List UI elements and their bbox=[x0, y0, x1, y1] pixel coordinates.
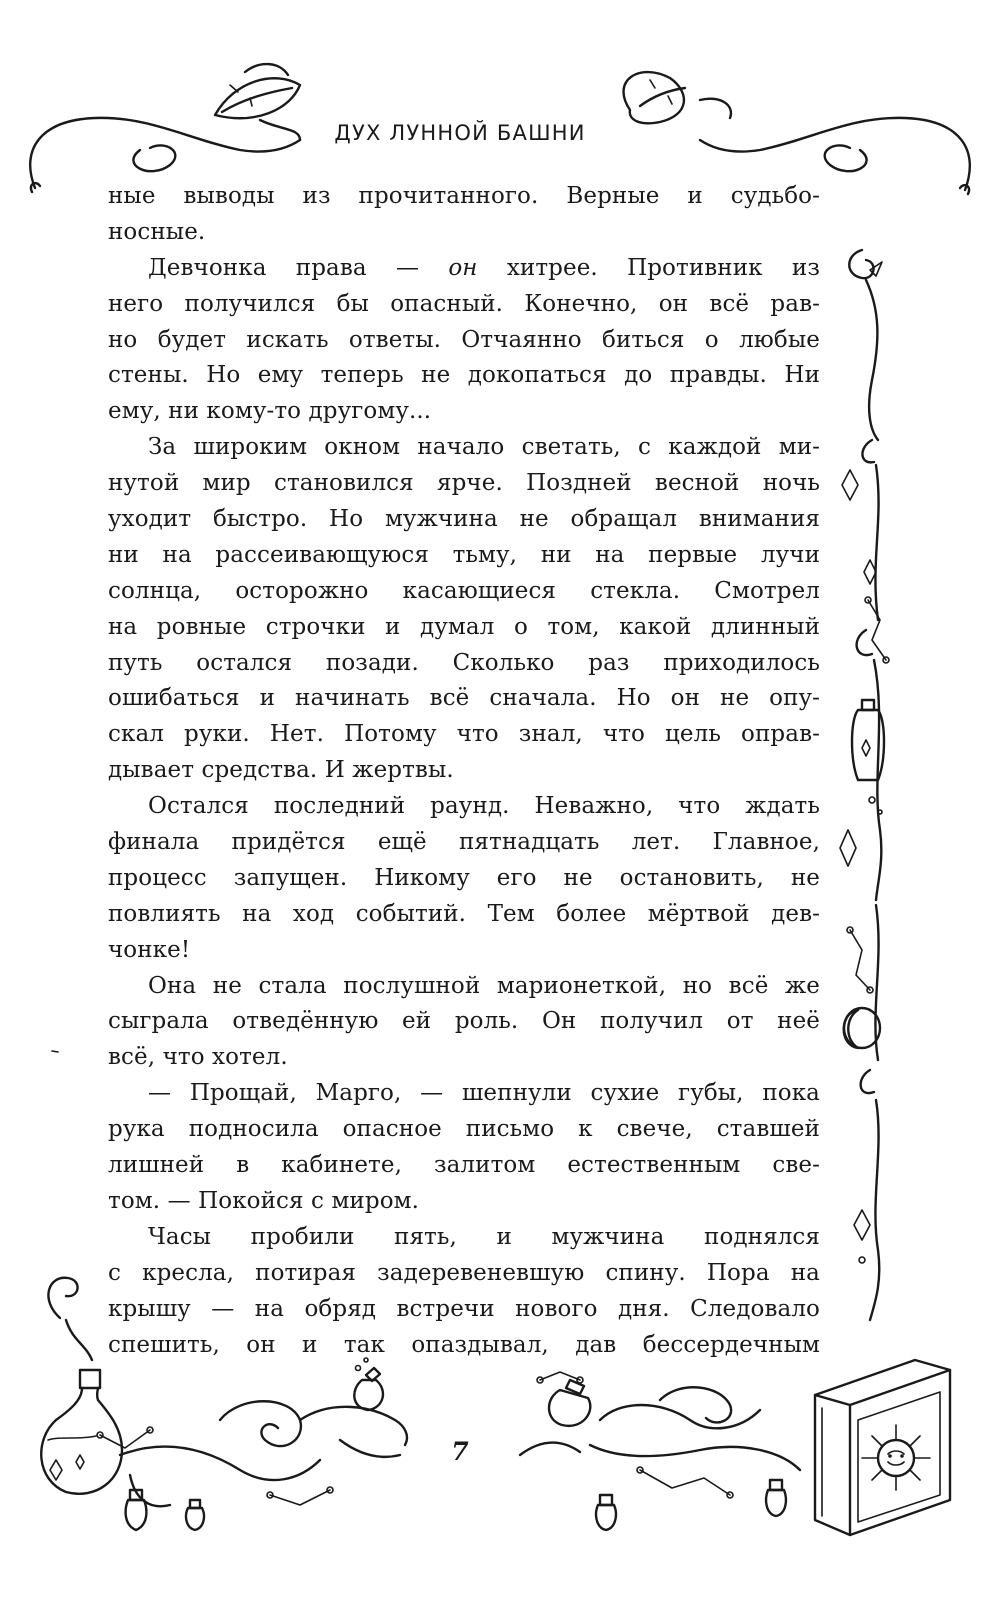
paragraph bbox=[108, 1220, 820, 1364]
paragraph bbox=[108, 789, 820, 968]
text-line: ные выводы из прочитанного. Верные и судьбо- bbox=[108, 183, 820, 209]
text-line: всё, что хотел. bbox=[108, 1044, 288, 1071]
text-line: Она не стала послушной марионеткой, но всё же bbox=[148, 972, 820, 999]
header-left-flourish-icon bbox=[30, 64, 300, 192]
text-line: — Прощай, Марго, — шепнули сухие губы, пока bbox=[148, 1080, 820, 1107]
text-line: финала придётся ещё пятнадцать лет. Главное, bbox=[108, 829, 820, 856]
text-line: ни на рассеивающуюся тьму, ни на первые лучи bbox=[108, 541, 820, 568]
text-line bbox=[108, 251, 820, 287]
text-line: сыграла отведённую ей роль. Он получил от неё bbox=[108, 1008, 820, 1035]
text-line: носные. bbox=[108, 218, 206, 245]
text-line: уходит быстро. Но мужчина не обращал внимания bbox=[108, 506, 820, 533]
text-line: дывает средства. И жертвы. bbox=[108, 757, 454, 784]
text-line: ошибаться и начинать всё сначала. Но он не опу- bbox=[108, 685, 820, 712]
text-run: хитрее. Противник из bbox=[477, 254, 820, 281]
left-margin-dash-icon bbox=[52, 1051, 58, 1052]
text-line: на ровные строчки и думал о том, какой длинный bbox=[108, 613, 820, 640]
text-line: него получился бы опасный. Конечно, он всё рав- bbox=[108, 290, 820, 317]
text-line: солнца, осторожно касающиеся стекла. Смотрел bbox=[108, 577, 820, 604]
bottom-left-flourish-icon bbox=[97, 1358, 407, 1530]
text-line: стены. Но ему теперь не докопаться до правды. Ни bbox=[108, 362, 820, 389]
body-text bbox=[108, 179, 820, 1363]
page-number: 7 bbox=[451, 1437, 469, 1466]
paragraph bbox=[108, 1076, 820, 1220]
text-line: том. — Покойся с миром. bbox=[108, 1187, 420, 1214]
text-line: нутой мир становился ярче. Поздней весной ночь bbox=[108, 470, 820, 497]
running-head: ДУХ ЛУННОЙ БАШНИ bbox=[334, 121, 586, 145]
text-line: лишней в кабинете, залитом естественным све- bbox=[108, 1152, 820, 1179]
header-right-flourish-icon bbox=[624, 72, 970, 194]
text-line: повлиять на ход событий. Тем более мёртвой дев- bbox=[108, 900, 820, 927]
text-line: процесс запущен. Никому его не остановить, не bbox=[108, 864, 820, 891]
text-line: спешить, он и так опаздывал, дав бессердечным bbox=[108, 1331, 820, 1358]
bottom-right-flourish-icon bbox=[520, 1372, 800, 1530]
text-line: с кресла, потирая задеревеневшую спину. Пора на bbox=[108, 1259, 820, 1286]
text-line: но будет искать ответы. Отчаянно биться о любые bbox=[108, 326, 820, 353]
text-line: путь остался позади. Сколько раз приходилось bbox=[108, 649, 820, 676]
text-line: Часы пробили пять, и мужчина поднялся bbox=[148, 1223, 820, 1250]
bottom-right-spellbook-icon bbox=[815, 1360, 950, 1535]
paragraph bbox=[108, 969, 820, 1077]
paragraph bbox=[108, 251, 820, 430]
right-margin-vine-icon bbox=[840, 250, 889, 1320]
paragraph bbox=[108, 430, 820, 789]
paragraph bbox=[108, 179, 820, 251]
text-line: За широким окном начало светать, с каждой ми- bbox=[148, 434, 820, 461]
text-line: скал руки. Нет. Потому что знал, что цель оправ- bbox=[108, 721, 820, 748]
emphasis-word: он bbox=[448, 254, 478, 281]
text-run: Девчонка права — bbox=[148, 254, 449, 281]
text-line: ему, ни кому-то другому... bbox=[108, 398, 432, 425]
text-line: Остался последний раунд. Неважно, что ждать bbox=[148, 793, 820, 820]
text-line: крышу — на обряд встречи нового дня. Следовало bbox=[108, 1295, 820, 1322]
text-line: чонке! bbox=[108, 936, 191, 963]
text-line: рука подносила опасное письмо к свече, ставшей bbox=[108, 1116, 820, 1143]
